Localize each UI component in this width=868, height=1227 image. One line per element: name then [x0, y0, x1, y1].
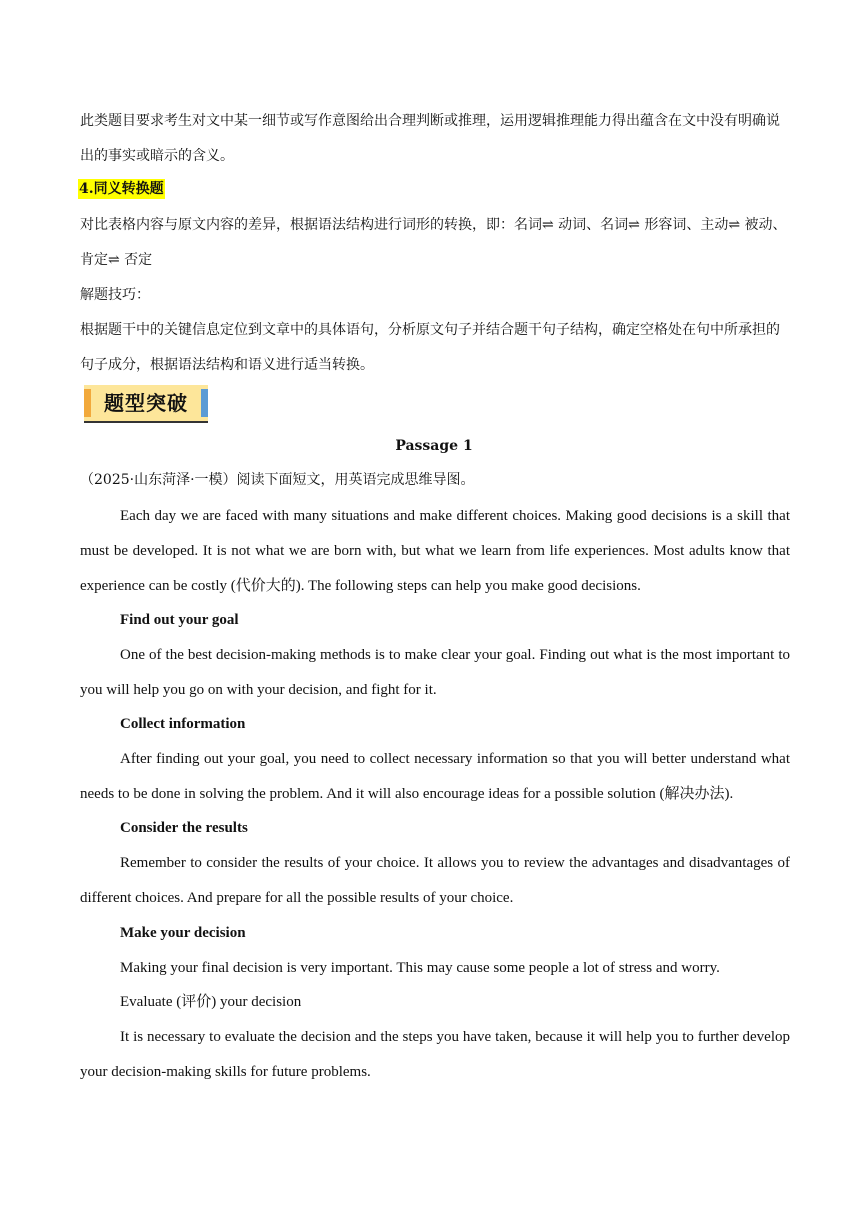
passage-paragraph-1: Each day we are faced with many situations and make different choices. Making good decisions is a skill that must be developed. It is not what we are born with, but what we learn from life experiences. Most adults know that experience can be costly (代价大的). The following steps can help you make good decisions.: [80, 508, 790, 594]
subheading-evaluate-decision: Evaluate (评价) your decision: [120, 994, 302, 1010]
passage-paragraph-6: It is necessary to evaluate the decision and the steps you have taken, because it will help you to further develop your decision-making skills for future problems.: [80, 1029, 790, 1080]
passage-paragraph-2: One of the best decision-making methods is to make clear your goal. Finding out what is the most important to you will help you go on with your decision, and fight for it.: [80, 647, 790, 698]
badge-left-bar: [84, 389, 91, 417]
section-heading-synonym-conversion: [78, 172, 165, 207]
subheading-find-goal: Find out your goal: [120, 612, 239, 628]
section-badge: [84, 385, 208, 423]
passage-source: （2025·山东菏泽·一模）阅读下面短文，用英语完成思维导图。: [80, 472, 475, 488]
passage-paragraph-3: After finding out your goal, you need to collect necessary information so that you will better understand what needs to be done in solving the problem. And it will also encourage ideas for a possible solution (解决办法).: [80, 751, 790, 802]
intro-paragraph-inference: 此类题目要求考生对文中某一细节或写作意图给出合理判断或推理，运用逻辑推理能力得出蕴含在文中没有明确说出的事实或暗示的含义。: [80, 113, 780, 164]
subheading-consider-results: Consider the results: [120, 820, 248, 836]
passage-paragraph-5: Making your final decision is very important. This may cause some people a lot of stress and worry.: [120, 960, 720, 976]
highlighted-heading-text: 4.同义转换题: [79, 181, 164, 197]
passage-paragraph-4: Remember to consider the results of your choice. It allows you to review the advantages and disadvantages of different choices. And prepare for all the possible results of your choice.: [80, 855, 790, 906]
badge-right-bar: [201, 389, 208, 417]
subheading-make-decision: Make your decision: [120, 925, 246, 941]
badge-label: 题型突破: [104, 391, 188, 415]
tips-label: 解题技巧：: [80, 287, 150, 303]
intro-paragraph-conversion: 对比表格内容与原文内容的差异，根据语法结构进行词形的转换，即：名词⇌ 动词、名词⇌ 形容词、主动⇌ 被动、肯定⇌ 否定: [80, 217, 787, 268]
passage-title: Passage 1: [395, 438, 473, 454]
intro-paragraph-tips: 根据题干中的关键信息定位到文章中的具体语句，分析原文句子并结合题干句子结构，确定空格处在句中所承担的句子成分，根据语法结构和语义进行适当转换。: [80, 322, 780, 373]
subheading-collect-information: Collect information: [120, 716, 246, 732]
